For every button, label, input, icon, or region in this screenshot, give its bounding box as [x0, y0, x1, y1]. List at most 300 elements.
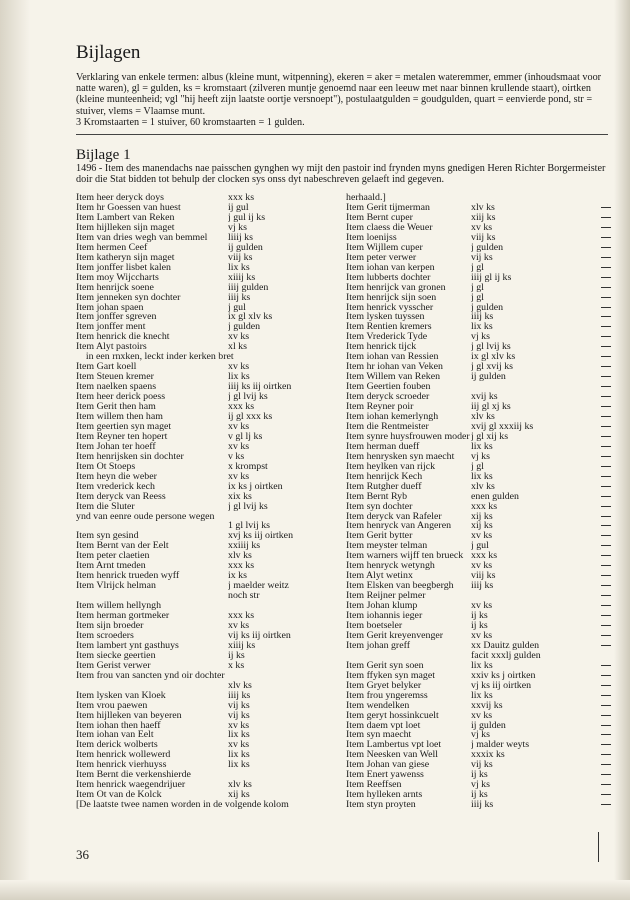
donor-amount: xv ks	[228, 362, 250, 373]
donor-amount: viij ks	[228, 252, 253, 263]
donor-name: Item Gryet belyker	[346, 680, 422, 691]
donor-name: Item henryck van Angeren	[346, 521, 452, 532]
donor-amount: vj ks iij oirtken	[471, 680, 532, 691]
donor-name: Item Johan klump	[346, 601, 418, 612]
donor-name: Item Rutgher dueff	[346, 481, 422, 492]
donor-name: Item peter claetien	[76, 551, 150, 562]
page-edge-shadow	[614, 0, 630, 900]
donor-entry	[76, 521, 346, 531]
donor-amount: xlv ks	[228, 551, 252, 562]
donor-name: Item herman dueff	[346, 441, 420, 452]
donor-name: Item iohan kemerlyngh	[346, 411, 439, 422]
donor-entry	[76, 452, 346, 462]
donor-name: Item henrysken syn maecht	[346, 451, 455, 462]
donor-amount: vij ks	[471, 760, 493, 771]
donor-amount: ix ks	[228, 571, 247, 582]
donor-amount: j gl lvij ks	[228, 501, 268, 512]
donor-amount: xxx ks	[228, 193, 255, 203]
donor-amount: vj ks	[471, 780, 490, 791]
donor-amount: xv ks	[228, 421, 250, 432]
donor-entry	[76, 711, 346, 721]
donor-name: Item Johan van giese	[346, 760, 430, 771]
donor-name: Item Alyt wetinx	[346, 571, 413, 582]
donor-amount: xv ks	[228, 720, 250, 731]
donor-name: Item geryt hossinkcuelt	[346, 710, 439, 721]
donor-amount: iiij gl ij ks	[471, 272, 512, 283]
checkmark-dash	[601, 227, 611, 228]
donor-name: Item Reeffsen	[346, 780, 402, 791]
donor-name: Item siecke geertien	[76, 650, 156, 661]
donor-amount: noch str	[228, 591, 260, 602]
donor-name: Item willem hellyngh	[76, 601, 162, 612]
donor-entry	[346, 651, 611, 661]
donor-entry	[346, 551, 611, 561]
donor-amount	[225, 671, 337, 681]
donor-entry	[76, 671, 346, 681]
donor-entry	[346, 512, 611, 522]
donor-name: Item Reyner poir	[346, 402, 414, 412]
donor-name: Item jonffer ment	[76, 322, 146, 333]
donor-amount: xv ks	[471, 561, 493, 572]
donor-name: Item henrijck Kech	[346, 471, 423, 482]
donor-amount: xv ks	[228, 621, 250, 631]
checkmark-dash	[601, 545, 611, 546]
donor-amount: xix ks	[228, 491, 252, 502]
donor-entry	[76, 730, 346, 740]
donor-amount	[471, 591, 591, 601]
donor-name: Item Gart koell	[76, 362, 137, 373]
donor-amount: xv ks	[228, 332, 250, 343]
checkmark-dash	[601, 396, 611, 397]
donor-entry	[76, 611, 346, 621]
donor-name: Item jonffer lisbet kalen	[76, 262, 171, 273]
donor-list	[76, 193, 611, 843]
donor-entry	[346, 233, 611, 243]
donor-name: Item henrijck van gronen	[346, 282, 446, 293]
terms-text: Verklaring van enkele termen: albus (kleine munt, witpenning), ekeren = aker = metalen wateremmer, emmer (inhoudsmaat voor natte waren), gl = gulden, ks = kromstaart (zilveren muntje genoemd naar een leeuw met naar binnen krullende staart), oirtken (kleine munteenheid; vgl "hij heeft zijn laatste oortje versnoept"), postulaatgulden = goudgulden, quart = eenvierde pond, str = stuiver, vlems = Vlaamse munt.	[76, 72, 602, 117]
checkmark-dash	[601, 247, 611, 248]
donor-entry	[346, 571, 611, 581]
donor-amount: xlv ks	[228, 680, 252, 691]
donor-entry	[346, 711, 611, 721]
donor-entry	[346, 342, 611, 352]
donor-entry	[76, 432, 346, 442]
donor-amount: xxvij ks	[471, 700, 503, 711]
checkmark-dash	[601, 237, 611, 238]
donor-name: Item naelken spaens	[76, 382, 157, 393]
checkmark-dash	[601, 754, 611, 755]
donor-amount: x ks	[228, 660, 245, 671]
donor-amount: lix ks	[471, 471, 493, 482]
donor-amount: xxx ks	[228, 402, 255, 412]
donor-name: Item boetseler	[346, 621, 403, 631]
donor-entry	[346, 462, 611, 472]
donor-name: Item vrederick kech	[76, 481, 155, 492]
donor-entry	[346, 213, 611, 223]
donor-name: Item Enert yawenss	[346, 770, 424, 781]
donor-amount: ij ks	[471, 611, 488, 621]
donor-entry	[76, 263, 346, 273]
checkmark-dash	[601, 287, 611, 288]
donor-name: Item Wijllem cuper	[346, 242, 423, 253]
checkmark-dash	[601, 267, 611, 268]
donor-amount: iiij ks	[228, 690, 251, 701]
donor-entry	[346, 203, 611, 213]
section-description: 1496 - Item des manendachs nae paisschen gynghen wy mijt den pastoir ind frynden myns gnedigen Heren Richter Borgermeister doir die Stat bidden tot behulp der clocken sys onss dyt nabeschreven gelaeft ind gegeven.	[76, 163, 606, 186]
donor-amount: j gulden	[228, 322, 261, 333]
checkmark-dash	[601, 525, 611, 526]
donor-entry	[346, 303, 611, 313]
checkmark-dash	[601, 356, 611, 357]
donor-amount: xv ks	[471, 630, 493, 641]
donor-entry	[346, 521, 611, 531]
donor-entry	[346, 482, 611, 492]
donor-name: Item hijlleken van beyeren	[76, 710, 182, 721]
donor-name: Item johan greff	[346, 640, 410, 651]
donor-name: Item Gerit syn soen	[346, 660, 424, 671]
donor-entry	[346, 422, 611, 432]
donor-amount: xv ks	[228, 740, 250, 751]
donor-entry	[76, 482, 346, 492]
donor-amount: xxiv ks j oirtken	[471, 670, 536, 681]
checkmark-dash	[601, 346, 611, 347]
checkmark-dash	[601, 804, 611, 805]
donor-amount: xiiij ks	[228, 272, 256, 283]
donor-entry	[346, 780, 611, 790]
donor-entry	[346, 750, 611, 760]
donor-entry	[346, 243, 611, 253]
donor-entry	[76, 591, 346, 601]
donor-name: Item ffyken syn maget	[346, 670, 435, 681]
donor-amount: xlv ks	[471, 481, 495, 492]
donor-amount: lix ks	[228, 750, 250, 761]
donor-amount: xvj ks iij oirtken	[228, 531, 294, 542]
donor-entry	[346, 661, 611, 671]
donor-name: Item frou van sancten ynd oir dochter	[76, 669, 225, 681]
donor-amount: x krompst	[228, 461, 268, 472]
donor-name: Item henryck wetyngh	[346, 561, 435, 572]
donor-entry	[346, 671, 611, 681]
donor-entry	[76, 531, 346, 541]
donor-name: Item iohan van kerpen	[346, 262, 435, 273]
donor-amount: lix ks	[471, 660, 493, 671]
donor-amount: xx Dauitz gulden	[471, 640, 540, 651]
donor-amount: lix ks	[471, 322, 493, 333]
donor-amount: lix ks	[471, 690, 493, 701]
checkmark-dash	[601, 715, 611, 716]
donor-entry	[76, 462, 346, 472]
donor-name: Item Bernt die verkenshierde	[76, 770, 191, 781]
checkmark-dash	[601, 466, 611, 467]
donor-amount: vij ks	[228, 710, 250, 721]
donor-entry	[346, 442, 611, 452]
donor-name: Item Gerit kreyenvenger	[346, 630, 444, 641]
donor-name: Item hr Goessen van huest	[76, 202, 181, 213]
checkmark-dash	[601, 625, 611, 626]
donor-entry	[76, 581, 346, 591]
checkmark-dash	[601, 764, 611, 765]
donor-entry	[346, 263, 611, 273]
donor-name: Item henrijck soene	[76, 282, 154, 293]
donor-amount: j gulden	[471, 302, 504, 313]
donor-entry	[346, 312, 611, 322]
donor-entry	[76, 621, 346, 631]
checkmark-dash	[601, 705, 611, 706]
donor-amount: j gl xvij ks	[471, 362, 513, 373]
donor-name	[76, 521, 228, 531]
donor-entry	[346, 701, 611, 711]
donor-name: in een rnxken, leckt inder kerken bret	[76, 351, 234, 363]
donor-entry	[346, 531, 611, 541]
donor-name: Item katheryn sijn maget	[76, 252, 175, 263]
donor-amount: lix ks	[228, 372, 250, 383]
donor-entry	[76, 223, 346, 233]
donor-amount: xiij ks	[471, 212, 496, 223]
donor-name: Item heylken van rijck	[346, 461, 436, 472]
donor-amount: j gulden	[471, 242, 504, 253]
donor-name: Item moy Wijccharts	[76, 272, 159, 283]
donor-name: Item heyn die weber	[76, 471, 157, 482]
donor-entry	[76, 492, 346, 502]
donor-entry	[76, 233, 346, 243]
donor-entry	[76, 422, 346, 432]
donor-entry	[76, 253, 346, 263]
checkmark-dash	[601, 575, 611, 576]
checkmark-dash	[601, 446, 611, 447]
donor-entry	[76, 283, 346, 293]
donor-name: Item syn maecht	[346, 730, 412, 741]
checkmark-dash	[601, 744, 611, 745]
donor-name: Item Geertien fouben	[346, 382, 431, 393]
donor-name: Item syn gesind	[76, 531, 139, 542]
donor-name: Item heer deryck doys	[76, 193, 165, 203]
donor-amount: ix gl xlv ks	[228, 312, 273, 323]
donor-amount: lix ks	[228, 730, 250, 741]
checkmark-dash	[601, 436, 611, 437]
donor-amount: liiij ks	[228, 232, 253, 243]
donor-name: Item van dries wegh van bemmel	[76, 232, 208, 243]
donor-amount: j gl	[471, 292, 484, 303]
donor-amount: j gl lvij ks	[228, 392, 268, 403]
donor-amount: xxiiij ks	[228, 541, 261, 552]
donor-name: Item henrick tijck	[346, 342, 417, 353]
donor-entry	[76, 721, 346, 731]
donor-amount: j gul	[228, 302, 246, 313]
donor-amount: xvij ks	[471, 392, 498, 403]
donor-entry	[76, 362, 346, 372]
donor-amount	[471, 193, 591, 203]
checkmark-dash	[601, 565, 611, 566]
donor-entry	[346, 253, 611, 263]
donor-name: Item iohan van Eelt	[76, 730, 154, 741]
donor-entry	[346, 502, 611, 512]
donor-name: Item Johan ter hoeff	[76, 441, 156, 452]
donor-entry	[76, 332, 346, 342]
checkmark-dash	[601, 794, 611, 795]
donor-name: Item iohan then haeff	[76, 720, 161, 731]
donor-name: Item willem then ham	[76, 411, 163, 422]
donor-entry	[76, 193, 346, 203]
donor-name: Item styn proyten	[346, 800, 416, 811]
checkmark-dash	[601, 476, 611, 477]
donor-entry	[346, 402, 611, 412]
donor-entry	[76, 631, 346, 641]
donor-amount: v ks	[228, 451, 245, 462]
donor-entry	[76, 740, 346, 750]
donor-entry	[346, 392, 611, 402]
donor-amount	[228, 770, 340, 780]
checkmark-dash	[601, 535, 611, 536]
donor-name: Item synre huysfrouwen moder	[346, 431, 470, 442]
donor-amount: iiij gulden	[228, 282, 269, 293]
checkmark-dash	[601, 645, 611, 646]
checkmark-dash	[601, 406, 611, 407]
donor-amount	[471, 382, 591, 392]
donor-name: Item jenneken syn dochter	[76, 292, 181, 303]
checkmark-dash	[601, 456, 611, 457]
donor-name: Item geertien syn maget	[76, 421, 172, 432]
donor-amount: xxxix ks	[471, 750, 505, 761]
donor-amount: iiij ks	[471, 581, 494, 592]
donor-entry	[346, 790, 611, 800]
donor-amount: ij gulden	[471, 372, 506, 383]
donor-amount: lix ks	[471, 441, 493, 452]
donor-name: Item Reyner ten hopert	[76, 431, 168, 442]
donor-name: Item hylleken arnts	[346, 790, 423, 801]
donor-name: Item iohan van Ressien	[346, 352, 439, 363]
donor-name: Item lubberts dochter	[346, 272, 431, 283]
donor-amount: iij gl xj ks	[471, 402, 511, 412]
margin-mark	[598, 832, 599, 862]
donor-amount: iiij ks iij oirtken	[228, 382, 292, 393]
checkmark-dash	[601, 774, 611, 775]
donor-amount	[289, 800, 346, 810]
donor-entry	[76, 760, 346, 770]
checkmark-dash	[601, 555, 611, 556]
donor-name: Item claess die Weuer	[346, 222, 433, 233]
donor-entry	[346, 193, 611, 203]
donor-name: Item deryck van Rafeler	[346, 511, 442, 522]
donor-amount: lix ks	[228, 760, 250, 771]
donor-entry	[346, 641, 611, 651]
donor-name: Item herman gortmeker	[76, 611, 170, 621]
donor-name: Item henrick vierhuyss	[76, 760, 167, 771]
checkmark-dash	[601, 217, 611, 218]
donor-name: Item sijn broeder	[76, 621, 144, 631]
donor-entry	[76, 203, 346, 213]
checkmark-dash	[601, 615, 611, 616]
donor-amount: lix ks	[228, 262, 250, 273]
donor-entry	[76, 641, 346, 651]
donor-amount: ij ks	[471, 621, 488, 631]
donor-entry	[76, 551, 346, 561]
donor-entry	[76, 382, 346, 392]
donor-column-right	[346, 193, 611, 810]
donor-entry	[76, 681, 346, 691]
donor-amount: ix gl xlv ks	[471, 352, 516, 363]
donor-name: Item henrijck sijn soen	[346, 292, 437, 303]
donor-name: Item Neesken van Well	[346, 750, 438, 761]
donor-amount: vij ks	[228, 700, 250, 711]
donor-name: Item henrijsken sin dochter	[76, 451, 184, 462]
donor-name: Item die Sluter	[76, 501, 135, 512]
donor-name: Item daem vpt loet	[346, 720, 421, 731]
checkmark-dash	[601, 277, 611, 278]
donor-name: Item Ot Stoeps	[76, 461, 136, 472]
donor-name: Item heer derick poess	[76, 392, 166, 403]
donor-name: Item Arnt tmeden	[76, 561, 146, 572]
donor-amount: xxx ks	[228, 611, 255, 621]
donor-amount: 1 gl lvij ks	[228, 521, 270, 532]
checkmark-dash	[601, 675, 611, 676]
checkmark-dash	[601, 665, 611, 666]
donor-name: Item Gerist verwer	[76, 660, 151, 671]
donor-name: Item vrou paewen	[76, 700, 148, 711]
donor-name: Item Ot van de Kolck	[76, 790, 162, 801]
donor-entry	[346, 452, 611, 462]
donor-name: Item Lambert van Reken	[76, 212, 175, 223]
donor-name: Item Gerit tijmerman	[346, 202, 430, 213]
donor-entry	[76, 243, 346, 253]
donor-name: Item warners wijff ten brueck	[346, 551, 464, 562]
checkmark-dash	[601, 685, 611, 686]
donor-entry	[76, 213, 346, 223]
checkmark-dash	[601, 784, 611, 785]
donor-entry	[76, 293, 346, 303]
donor-name: Item johan spaen	[76, 302, 144, 313]
donor-name: Item Willem van Reken	[346, 372, 441, 383]
donor-amount: vij ks iij oirtken	[228, 630, 291, 641]
donor-column-left	[76, 193, 346, 810]
donor-amount: xv ks	[228, 471, 250, 482]
donor-amount: j gl lvij ks	[471, 342, 511, 353]
donor-amount: xlv ks	[471, 202, 495, 213]
donor-name: Item hermen Ceef	[76, 242, 148, 253]
donor-entry	[346, 382, 611, 392]
donor-entry	[76, 273, 346, 283]
donor-entry	[346, 681, 611, 691]
donor-entry	[346, 541, 611, 551]
donor-amount: ij gulden	[471, 720, 506, 731]
donor-name: Item Elsken van beegbergh	[346, 581, 454, 592]
donor-name: Item lysken van Kloek	[76, 690, 166, 701]
donor-entry	[346, 770, 611, 780]
donor-entry	[76, 651, 346, 661]
donor-entry	[346, 432, 611, 442]
donor-entry	[76, 372, 346, 382]
donor-entry	[346, 621, 611, 631]
donor-entry	[346, 691, 611, 701]
donor-name: Item Bernt Ryb	[346, 491, 408, 502]
donor-name: Item henrick wollewerd	[76, 750, 171, 761]
donor-entry	[76, 561, 346, 571]
donor-amount: xxx ks	[471, 551, 498, 562]
donor-name: ynd van eenre oude persone wegen	[76, 510, 215, 522]
checkmark-dash	[601, 496, 611, 497]
donor-name: Item iohannis ieger	[346, 611, 423, 621]
donor-entry	[346, 591, 611, 601]
donor-name: Item Gerit then ham	[76, 402, 156, 412]
donor-amount: vj ks	[471, 730, 490, 741]
donor-name	[346, 651, 471, 661]
donor-name: Item Lambertus vpt loet	[346, 740, 442, 751]
donor-entry	[346, 223, 611, 233]
donor-entry	[346, 332, 611, 342]
donor-amount: xl ks	[228, 342, 247, 353]
donor-amount: viij ks	[471, 571, 496, 582]
donor-entry	[346, 472, 611, 482]
checkmark-dash	[601, 516, 611, 517]
